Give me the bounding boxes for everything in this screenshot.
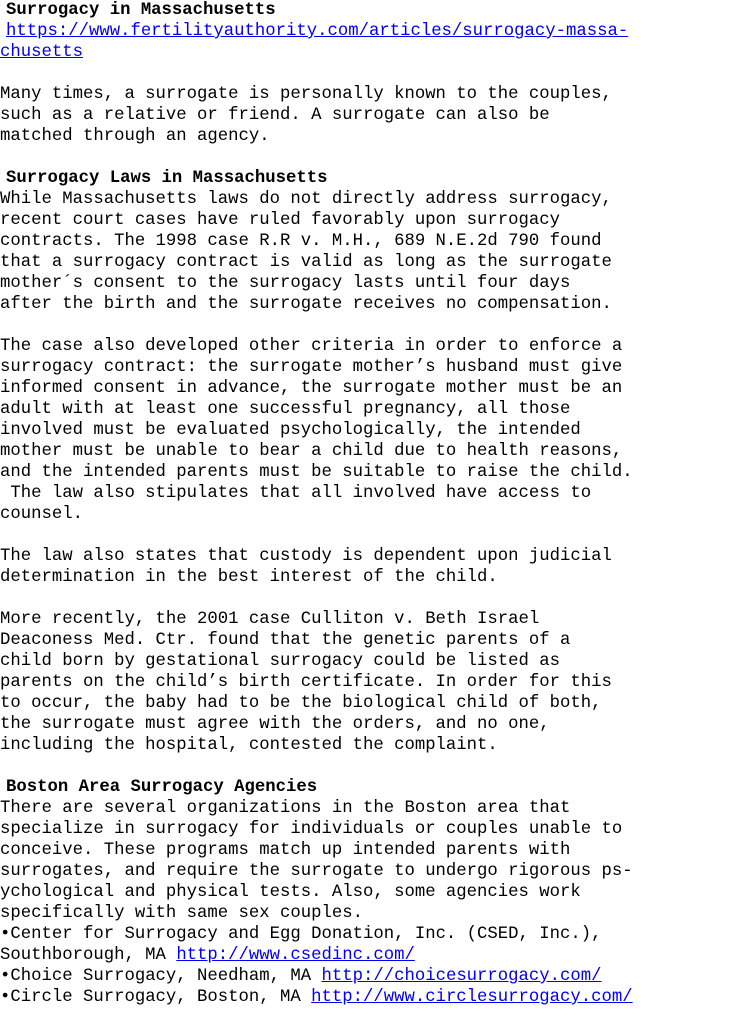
text-line: The law also states that custody is dependent upon judicial	[0, 547, 612, 566]
text-line: parents on the child’s birth certificate. In order for this	[0, 673, 612, 692]
text-line: counsel.	[0, 505, 83, 524]
agency-link[interactable]: http://choicesurrogacy.com/	[321, 967, 602, 986]
text-line: Deaconess Med. Ctr. found that the genetic parents of a	[0, 631, 571, 650]
source-url-link-1[interactable]: https://www.fertilityauthority.com/articles/surrogacy-massa-	[6, 22, 629, 41]
agency-link[interactable]: http://www.circlesurrogacy.com/	[311, 988, 633, 1007]
text-line: after the birth and the surrogate receives no compensation.	[0, 295, 612, 314]
text-line: specialize in surrogacy for individuals or couples unable to	[0, 820, 623, 839]
text-line: to occur, the baby had to be the biological child of both,	[0, 694, 602, 713]
laws-heading: Surrogacy Laws in Massachusetts	[6, 169, 328, 188]
list-item	[0, 966, 737, 987]
text-line: There are several organizations in the Boston area that	[0, 799, 571, 818]
source-url-line-1[interactable]	[0, 21, 737, 42]
agency-name: Circle Surrogacy, Boston, MA	[10, 988, 312, 1007]
text-line: surrogates, and require the surrogate to undergo rigorous ps-	[0, 862, 633, 881]
text-line: determination in the best interest of the child.	[0, 568, 498, 587]
laws-paragraph-2	[0, 336, 737, 525]
list-item	[0, 924, 737, 945]
text-line: child born by gestational surrogacy could be listed as	[0, 652, 561, 671]
spacer	[0, 315, 737, 336]
bullet-icon: •	[0, 925, 11, 944]
text-line: ychological and physical tests. Also, some agencies work	[0, 883, 581, 902]
doc-title: Surrogacy in Massachusetts	[6, 1, 276, 20]
intro-line: Many times, a surrogate is personally known to the couples,	[0, 85, 612, 104]
text-line: The law also stipulates that all involved have access to	[0, 484, 592, 503]
spacer	[0, 525, 737, 546]
agencies-heading: Boston Area Surrogacy Agencies	[6, 778, 318, 797]
text-line: conceive. These programs match up intended parents with	[0, 841, 571, 860]
list-item	[0, 987, 737, 1008]
text-line: that a surrogacy contract is valid as long as the surrogate	[0, 253, 612, 272]
agency-location: Southborough, MA	[0, 946, 177, 965]
text-line: recent court cases have ruled favorably upon surrogacy	[0, 211, 561, 230]
agency-name: Choice Surrogacy, Needham, MA	[10, 967, 322, 986]
source-url-link-2[interactable]: chusetts	[0, 43, 83, 62]
text-line: involved must be evaluated psychologically, the intended	[0, 421, 581, 440]
text-line: mother´s consent to the surrogacy lasts until four days	[0, 274, 571, 293]
laws-paragraph-3	[0, 546, 737, 588]
intro-line: matched through an agency.	[0, 127, 270, 146]
list-item-continued	[0, 945, 737, 966]
text-line: mother must be unable to bear a child due to health reasons,	[0, 442, 623, 461]
text-line: surrogacy contract: the surrogate mother’s husband must give	[0, 358, 623, 377]
agencies-paragraph	[0, 798, 737, 924]
laws-paragraph-1	[0, 189, 737, 315]
agency-list	[0, 924, 737, 1008]
spacer	[0, 756, 737, 777]
text-line: The case also developed other criteria in order to enforce a	[0, 337, 623, 356]
agency-link[interactable]: http://www.csedinc.com/	[176, 946, 415, 965]
spacer	[0, 63, 737, 84]
laws-paragraph-4	[0, 609, 737, 756]
text-line: specifically with same sex couples.	[0, 904, 363, 923]
bullet-icon: •	[0, 988, 11, 1007]
text-line: and the intended parents must be suitable to raise the child.	[0, 463, 633, 482]
text-line: the surrogate must agree with the orders, and no one,	[0, 715, 550, 734]
spacer	[0, 147, 737, 168]
text-line: While Massachusetts laws do not directly address surrogacy,	[0, 190, 612, 209]
spacer	[0, 588, 737, 609]
bullet-icon: •	[0, 967, 11, 986]
text-line: informed consent in advance, the surrogate mother must be an	[0, 379, 623, 398]
intro-paragraph	[0, 84, 737, 147]
agency-name: Center for Surrogacy and Egg Donation, Inc. (CSED, Inc.),	[10, 925, 602, 944]
text-line: contracts. The 1998 case R.R v. M.H., 689 N.E.2d 790 found	[0, 232, 602, 251]
text-line: adult with at least one successful pregnancy, all those	[0, 400, 571, 419]
text-line: including the hospital, contested the complaint.	[0, 736, 498, 755]
source-url-line-2[interactable]	[0, 42, 737, 63]
intro-line: such as a relative or friend. A surrogate can also be	[0, 106, 550, 125]
text-line: More recently, the 2001 case Culliton v. Beth Israel	[0, 610, 540, 629]
